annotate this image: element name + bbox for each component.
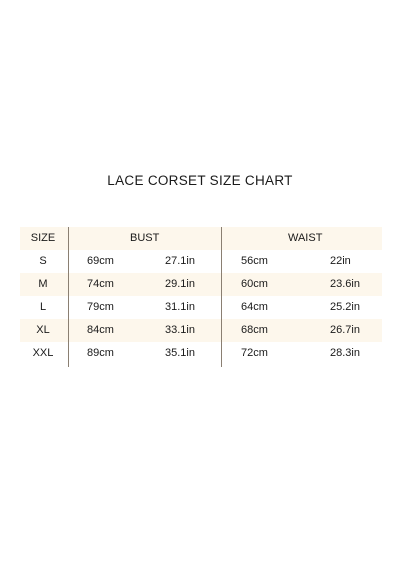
column-divider — [221, 227, 222, 367]
header-bust: BUST — [130, 232, 160, 244]
page-title: LACE CORSET SIZE CHART — [107, 173, 293, 188]
header-waist: WAIST — [288, 232, 323, 244]
waist-in-cell: 23.6in — [330, 278, 360, 290]
bust-cm-cell: 84cm — [87, 324, 114, 336]
size-cell: S — [39, 255, 47, 267]
bust-in-cell: 33.1in — [165, 324, 195, 336]
size-cell: L — [39, 301, 47, 313]
bust-in-cell: 27.1in — [165, 255, 195, 267]
waist-cm-cell: 64cm — [241, 301, 268, 313]
size-cell: M — [38, 278, 48, 290]
waist-in-cell: 28.3in — [330, 347, 360, 359]
size-cell: XL — [36, 324, 50, 336]
header-size: SIZE — [30, 232, 56, 244]
bust-in-cell: 35.1in — [165, 347, 195, 359]
size-chart-table — [20, 227, 382, 365]
waist-in-cell: 22in — [330, 255, 351, 267]
bust-cm-cell: 74cm — [87, 278, 114, 290]
waist-cm-cell: 72cm — [241, 347, 268, 359]
waist-cm-cell: 56cm — [241, 255, 268, 267]
bust-cm-cell: 79cm — [87, 301, 114, 313]
table-row — [20, 342, 382, 365]
bust-cm-cell: 89cm — [87, 347, 114, 359]
column-divider — [68, 227, 69, 367]
waist-cm-cell: 60cm — [241, 278, 268, 290]
waist-in-cell: 25.2in — [330, 301, 360, 313]
bust-in-cell: 31.1in — [165, 301, 195, 313]
bust-in-cell: 29.1in — [165, 278, 195, 290]
table-header-row — [20, 227, 382, 250]
table-row — [20, 250, 382, 273]
waist-in-cell: 26.7in — [330, 324, 360, 336]
table-row — [20, 319, 382, 342]
size-cell: XXL — [32, 347, 54, 359]
table-row — [20, 273, 382, 296]
bust-cm-cell: 69cm — [87, 255, 114, 267]
waist-cm-cell: 68cm — [241, 324, 268, 336]
table-row — [20, 296, 382, 319]
